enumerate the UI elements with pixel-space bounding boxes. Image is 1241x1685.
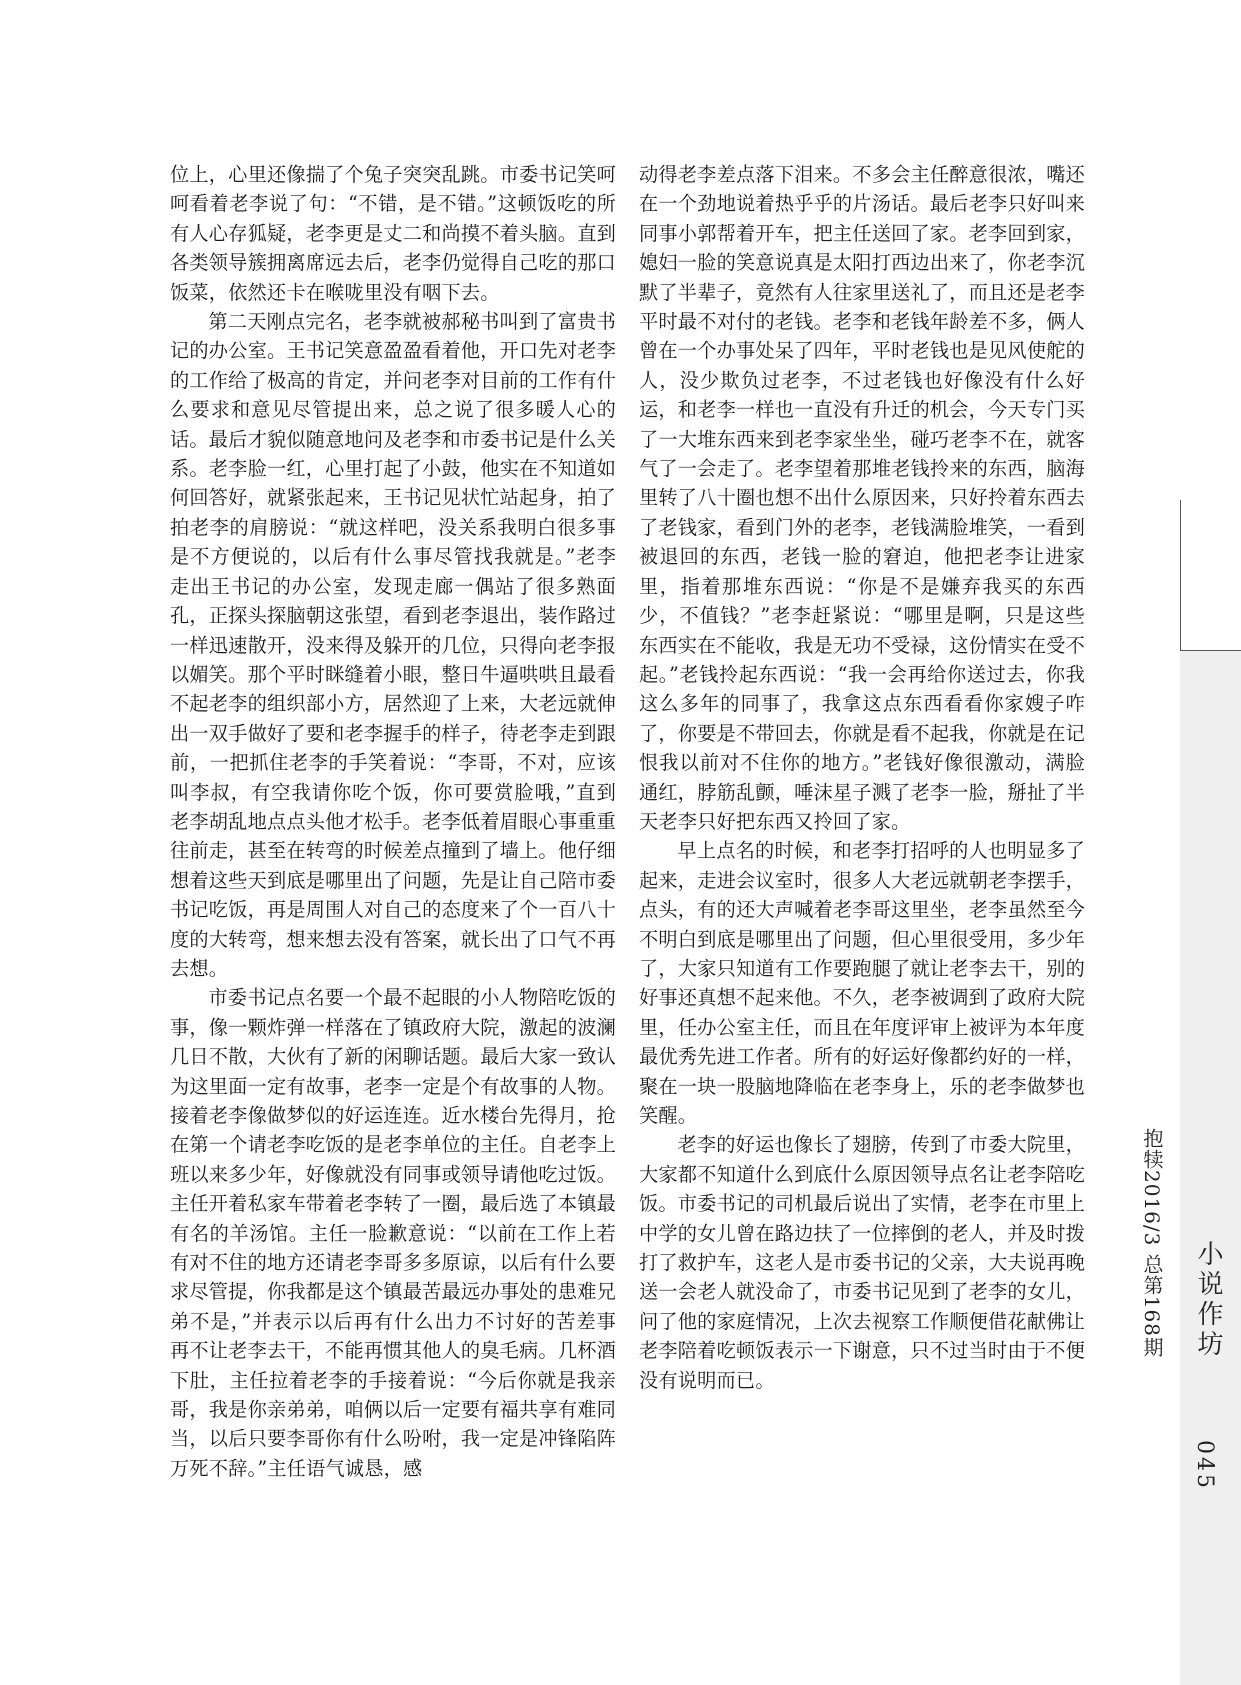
page-number: 045 <box>1192 1440 1217 1491</box>
article-column-left <box>170 160 616 1483</box>
page-sidebar <box>1130 500 1241 1684</box>
paragraph: 早上点名的时候，和老李打招呼的人也明显多了起来，走进会议室时，很多人大老远就朝老李摆手，点头，有的还大声喊着老李哥这里坐，老李虽然至今不明白到底是哪里出了问题，但心里很受用，多少年了，大家只知道有工作要跑腿了就让老李去干，别的好事还真想不起来他。不久，老李被调到了政府大院里，任办公室主任，而且在年度评审上被评为本年度最优秀先进工作者。所有的好运好像都约好的一样，聚在一块一股脑地降临在老李身上，乐的老李做梦也笑醒。 <box>639 839 1085 1127</box>
paragraph: 位上，心里还像揣了个兔子突突乱跳。市委书记笑呵呵看着老李说了句：“不错，是不错。”这顿饭吃的所有人心存狐疑，老李更是丈二和尚摸不着头脑。直到各类领导簇拥离席远去后，老李仍觉得自己吃的那口饭菜，依然还卡在喉咙里没有咽下去。 <box>170 163 616 304</box>
paragraph: 老李的好运也像长了翅膀，传到了市委大院里，大家都不知道什么到底什么原因领导点名让老李陪吃饭。市委书记的司机最后说出了实情，老李在市里上中学的女儿曾在路边扶了一位摔倒的老人，并及时拨打了救护车，这老人是市委书记的父亲，大夫说再晚送一会老人就没命了，市委书记见到了老李的女儿，问了他的家庭情况，上次去视察工作顺便借花献佛让老李陪着吃顿饭表示一下谢意，只不过当时由于不便没有说明而已。 <box>639 1133 1085 1392</box>
sidebar-tab <box>1180 650 1241 1685</box>
issue-label: 抱犊2016/3 总第168期 <box>1140 1128 1164 1358</box>
paragraph: 第二天刚点完名，老李就被郝秘书叫到了富贵书记的办公室。王书记笑意盈盈看着他，开口先对老李的工作给了极高的肯定，并问老李对目前的工作有什么要求和意见尽管提出来，总之说了很多暖人心的话。最后才貌似随意地问及老李和市委书记是什么关系。老李脸一红，心里打起了小鼓，他实在不知道如何回答好，就紧张起来，王书记见状忙站起身，拍了拍老李的肩膀说：“就这样吧，没关系我明白很多事是不方便说的，以后有什么事尽管找我就是。”老李走出王书记的办公室，发现走廊一偶站了很多熟面孔，正探头探脑朝这张望，看到老李退出，装作路过一样迅速散开，没来得及躲开的几位，只得向老李报以媚笑。那个平时眯缝着小眼，整日牛逼哄哄且最看不起老李的组织部小方，居然迎了上来，大老远就伸出一双手做好了要和老李握手的样子，待老李走到跟前，一把抓住老李的手笑着说：“李哥，不对，应该叫李叔，有空我请你吃个饭，你可要赏脸哦，”直到老李胡乱地点点头他才松手。老李低着眉眼心事重重往前走，甚至在转弯的时候差点撞到了墙上。他仔细想着这些天到底是哪里出了问题，先是让自己陪市委书记吃饭，再是周围人对自己的态度来了个一百八十度的大转弯，想来想去没有答案，就长出了口气不再去想。 <box>170 310 616 980</box>
article-column-right <box>639 160 1085 1395</box>
column-name: 小说作坊 <box>1193 1240 1223 1360</box>
paragraph: 市委书记点名要一个最不起眼的小人物陪吃饭的事，像一颗炸弹一样落在了镇政府大院，激起的波澜几日不散，大伙有了新的闲聊话题。最后大家一致认为这里面一定有故事，老李一定是个有故事的人物。接着老李像做梦似的好运连连。近水楼台先得月，抢在第一个请老李吃饭的是老李单位的主任。自老李上班以来多少年，好像就没有同事或领导请他吃过饭。主任开着私家车带着老李转了一圈，最后选了本镇最有名的羊汤馆。主任一脸歉意说：“以前在工作上若有对不住的地方还请老李哥多多原谅，以后有什么要求尽管提，你我都是这个镇最苦最远办事处的患难兄弟不是，”并表示以后再有什么出力不讨好的苦差事再不让老李去干，不能再惯其他人的臭毛病。几杯酒下肚，主任拉着老李的手接着说：“今后你就是我亲哥，我是你亲弟弟，咱俩以后一定要有福共享有难同当，以后只要李哥你有什么吩咐，我一定是冲锋陷阵万死不辞。”主任语气诚恳，感 <box>170 986 616 1480</box>
paragraph: 动得老李差点落下泪来。不多会主任醉意很浓，嘴还在一个劲地说着热乎乎的片汤话。最后老李只好叫来同事小郭帮着开车，把主任送回了家。老李回到家，媳妇一脸的笑意说真是太阳打西边出来了，你老李沉默了半辈子，竟然有人往家里送礼了，而且还是老李平时最不对付的老钱。老李和老钱年龄差不多，俩人曾在一个办事处呆了四年，平时老钱也是见风使舵的人，没少欺负过老李，不过老钱也好像没有什么好运，和老李一样也一直没有升迁的机会，今天专门买了一大堆东西来到老李家坐坐，碰巧老李不在，就客气了一会走了。老李望着那堆老钱拎来的东西，脑海里转了八十圈也想不出什么原因来，只好拎着东西去了老钱家，看到门外的老李，老钱满脸堆笑，一看到被退回的东西，老钱一脸的窘迫，他把老李让进家里，指着那堆东西说：“你是不是嫌弃我买的东西少，不值钱？”老李赶紧说：“哪里是啊，只是这些东西实在不能收，我是无功不受禄，这份情实在受不起。”老钱拎起东西说：“我一会再给你送过去，你我这么多年的同事了，我拿这点东西看看你家嫂子咋了，你要是不带回去，你就是看不起我，你就是在记恨我以前对不住你的地方。”老钱好像很激动，满脸通红，脖筋乱颤，唾沫星子溅了老李一脸，掰扯了半天老李只好把东西又拎回了家。 <box>639 163 1085 833</box>
